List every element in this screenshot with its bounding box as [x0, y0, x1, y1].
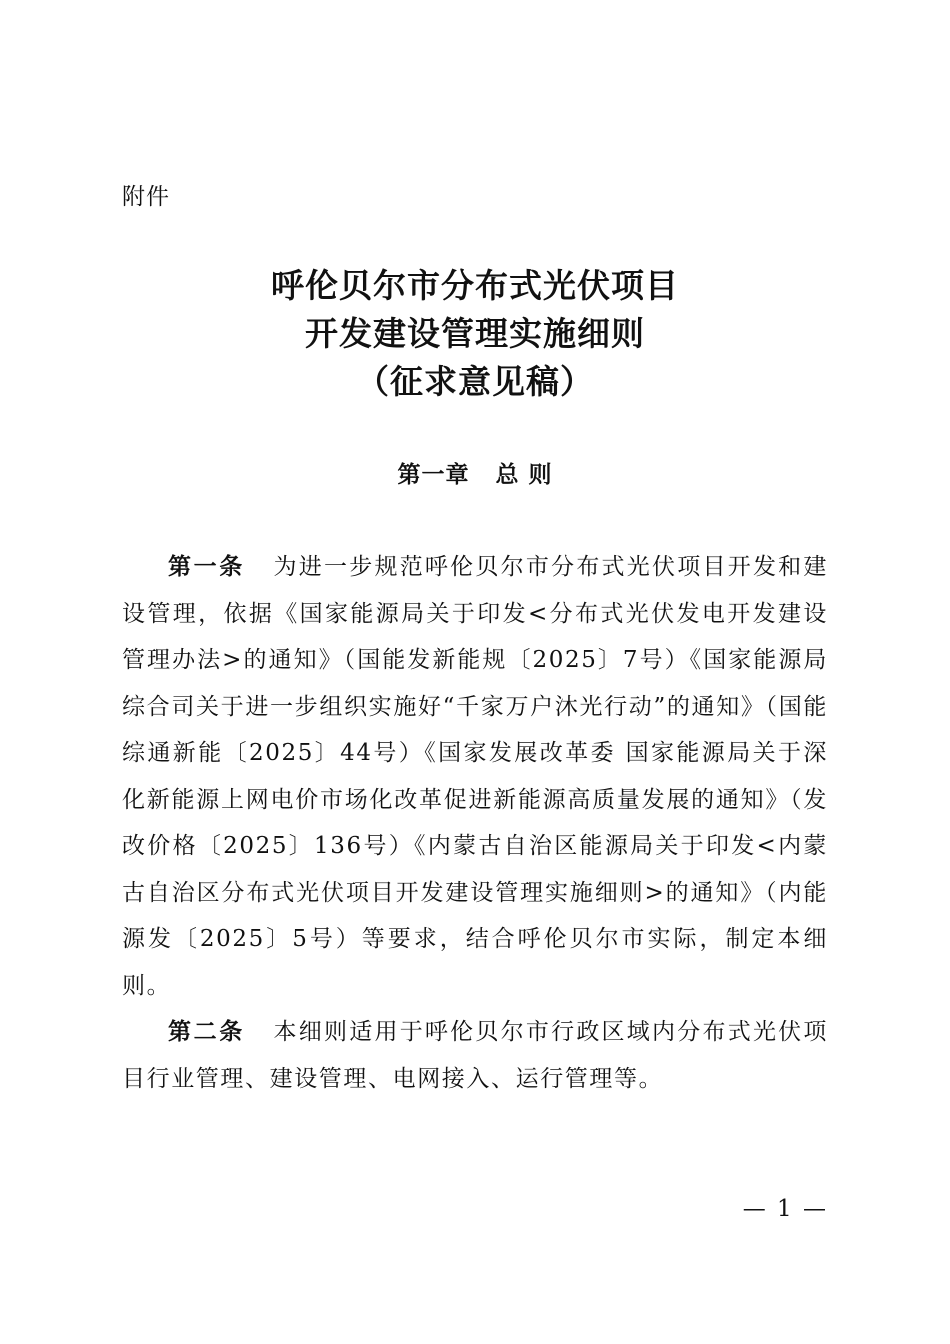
document-body	[122, 544, 828, 1102]
chapter-name: 总 则	[495, 462, 553, 488]
article-1-text: 为进一步规范呼伦贝尔市分布式光伏项目开发和建设管理，依据《国家能源局关于印发<分布式光伏发电开发建设管理办法>的通知》（国能发新能规〔2025〕7号）《国家能源局综合司关于进一步组织实施好“千家万户沐光行动”的通知》（国能综通新能〔2025〕44号）《国家发展改革委 国家能源局关于深化新能源上网电价市场化改革促进新能源高质量发展的通知》（发改价格〔2025〕136号）《内蒙古自治区能源局关于印发<内蒙古自治区分布式光伏项目开发建设管理实施细则>的通知》（内能源发〔2025〕5号）等要求，结合呼伦贝尔市实际，制定本细则。	[122, 554, 829, 999]
attachment-label: 附件	[122, 184, 170, 210]
title-line-3: （征求意见稿）	[356, 362, 594, 401]
title-line-1: 呼伦贝尔市分布式光伏项目	[271, 266, 679, 305]
article-2-text: 本细则适用于呼伦贝尔市行政区域内分布式光伏项目行业管理、建设管理、电网接入、运行管理等。	[122, 1019, 829, 1092]
article-2	[122, 1009, 828, 1102]
chapter-heading	[0, 456, 950, 489]
page-number: — 1 —	[742, 1196, 828, 1222]
article-1	[122, 544, 828, 1009]
chapter-number: 第一章	[397, 462, 470, 488]
article-2-label: 第二条	[168, 1019, 245, 1045]
title-line-2: 开发建设管理实施细则	[305, 314, 645, 353]
document-title	[0, 262, 950, 406]
article-1-label: 第一条	[168, 554, 245, 580]
